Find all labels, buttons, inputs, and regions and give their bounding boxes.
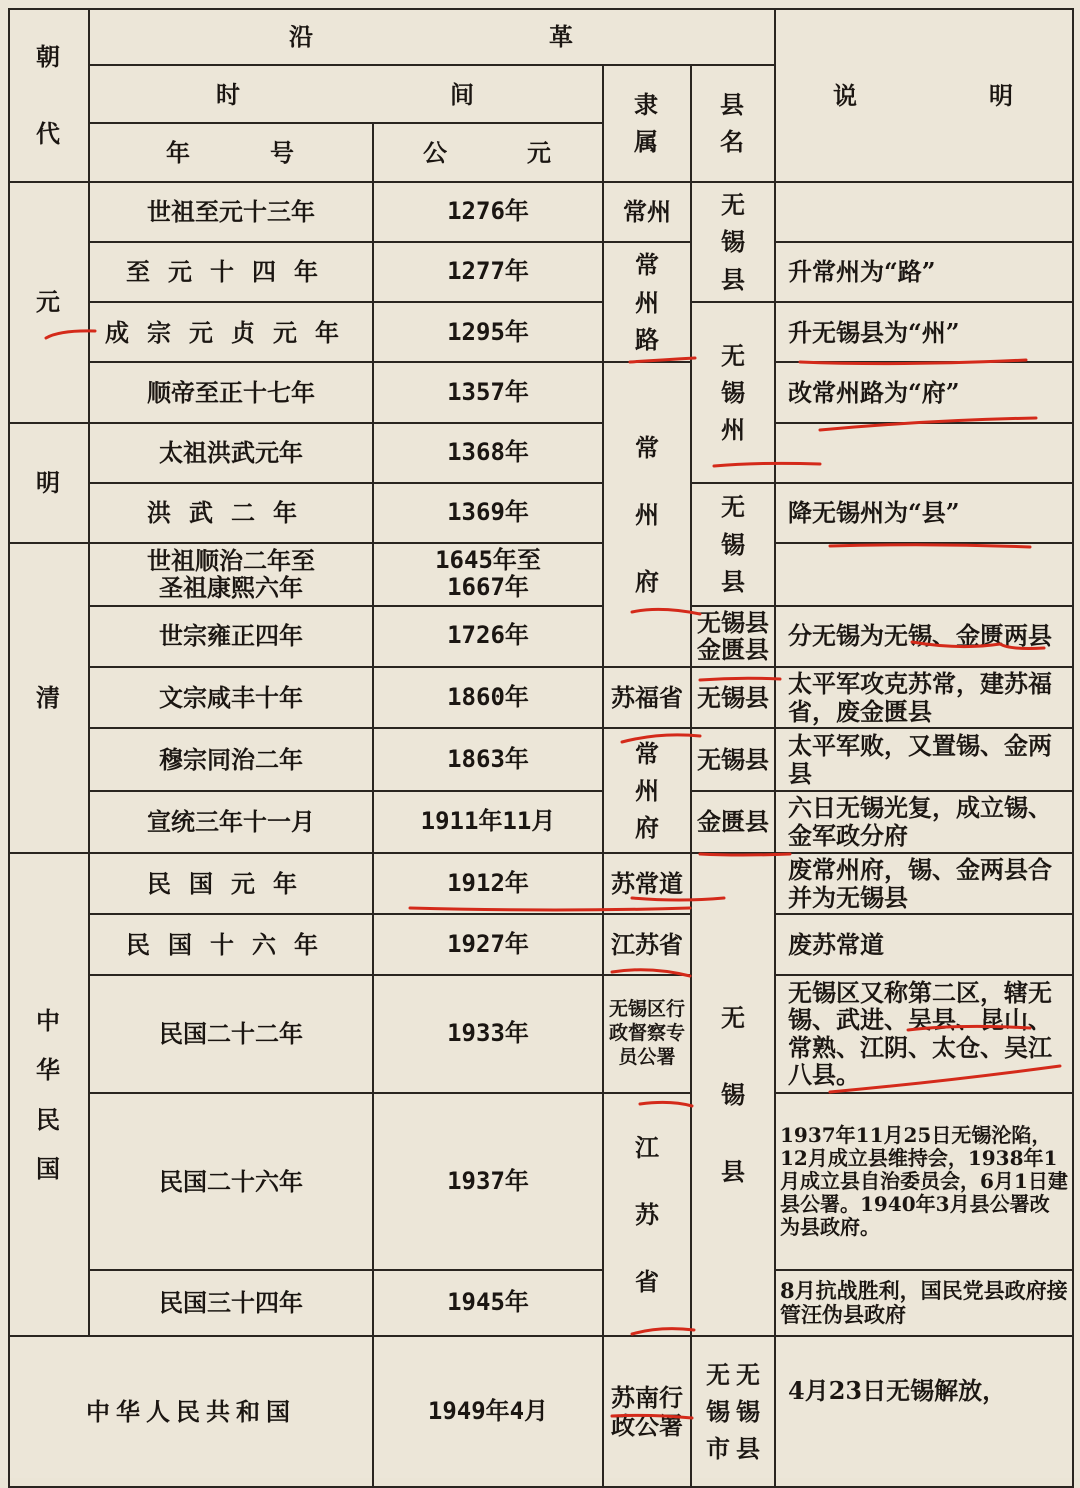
year-cell: 1357年 xyxy=(373,362,603,422)
header-ad: 公 元 xyxy=(373,123,603,181)
dynasty-yuan: 元 xyxy=(9,182,89,423)
dynasty-roc xyxy=(9,853,89,1336)
remark-cell: 太平军败，又置锡、金两县 xyxy=(775,728,1073,790)
affil-char: 常 xyxy=(635,738,659,768)
dynasty-ming: 明 xyxy=(9,423,89,544)
affil-char: 常 xyxy=(635,432,659,462)
remark-cell xyxy=(775,182,1073,242)
affiliation-changzhou-fu xyxy=(603,362,691,666)
reign-cell: 民国三十四年 xyxy=(89,1270,373,1336)
county-char: 锡 xyxy=(721,1079,745,1109)
dynasty-prc: 中华人民共和国 xyxy=(9,1336,373,1487)
affil-char: 常 xyxy=(623,197,647,227)
affiliation-suchang-dao: 苏常道 xyxy=(603,853,691,914)
header-affiliation-char: 属 xyxy=(634,127,660,157)
header-county-name xyxy=(691,65,775,182)
county-char: 市 xyxy=(706,1434,730,1464)
header-time: 时 间 xyxy=(89,65,603,123)
year-cell: 1368年 xyxy=(373,423,603,483)
county-char: 锡 xyxy=(721,529,745,559)
county-wuxi-shi-xian xyxy=(691,1336,775,1487)
roc-char: 中 xyxy=(36,1006,62,1036)
county-wuxi-xian-6 xyxy=(736,1356,760,1468)
reign-cell: 穆宗同治二年 xyxy=(89,728,373,790)
county-char: 无 xyxy=(721,340,745,370)
county-jinkui: 金匮县 xyxy=(691,791,775,853)
county-wuxi-xian-roc xyxy=(691,853,775,1336)
reign-cell: 文宗咸丰十年 xyxy=(89,667,373,728)
year-cell: 1645年至 1667年 xyxy=(373,543,603,605)
county-wuxi-shi xyxy=(706,1356,730,1468)
reign-cell: 民国二十六年 xyxy=(89,1093,373,1270)
affiliation-changzhou xyxy=(603,182,691,242)
dynasty-qing: 清 xyxy=(9,543,89,853)
reign-cell: 至元十四年 xyxy=(89,242,373,302)
reign-cell: 洪武二年 xyxy=(89,483,373,543)
year-cell: 1860年 xyxy=(373,667,603,728)
year-cell: 1911年11月 xyxy=(373,791,603,853)
county-char: 县 xyxy=(736,1434,760,1464)
affil-char: 州 xyxy=(635,776,659,806)
county-char: 州 xyxy=(721,415,745,445)
county-char: 锡 xyxy=(721,378,745,408)
header-remarks: 说 明 xyxy=(775,9,1073,182)
county-char: 县 xyxy=(721,1157,745,1187)
county-wuxi: 无锡县 xyxy=(691,667,775,728)
year-cell: 1949年4月 xyxy=(373,1336,603,1487)
year-cell: 1933年 xyxy=(373,975,603,1094)
county-char: 锡 xyxy=(721,227,745,257)
header-affiliation-char: 隶 xyxy=(634,90,660,120)
county-char: 锡 xyxy=(736,1397,760,1426)
header-evolution: 沿 革 xyxy=(89,9,775,65)
remark-cell: 8月抗战胜利，国民党县政府接管汪伪县政府 xyxy=(775,1270,1073,1336)
header-county-char: 县 xyxy=(720,90,746,120)
year-cell: 1277年 xyxy=(373,242,603,302)
remark-cell: 分无锡为无锡、金匮两县 xyxy=(775,606,1073,667)
affil-char: 路 xyxy=(635,324,659,354)
remark-cell: 改常州路为“府” xyxy=(775,362,1073,422)
county-char: 无 xyxy=(736,1359,760,1389)
year-cell: 1912年 xyxy=(373,853,603,914)
remark-cell: 太平军攻克苏常，建苏福省，废金匮县 xyxy=(775,667,1073,728)
remark-cell xyxy=(775,543,1073,605)
county-char: 无 xyxy=(721,190,745,220)
affil-char: 江 xyxy=(635,1132,659,1162)
affiliation-wuxi-district: 无锡区行政督察专员公署 xyxy=(603,975,691,1094)
year-cell: 1863年 xyxy=(373,728,603,790)
affiliation-jiangsu-sheng-2 xyxy=(603,1093,691,1336)
remark-cell: 六日无锡光复，成立锡、金军政分府 xyxy=(775,791,1073,853)
remark-cell xyxy=(775,423,1073,483)
county-char: 县 xyxy=(721,566,745,596)
county-char: 无 xyxy=(721,492,745,522)
affiliation-sufu-sheng: 苏福省 xyxy=(603,667,691,728)
header-dynasty-char: 代 xyxy=(36,119,62,149)
reign-cell: 世祖顺治二年至 圣祖康熙六年 xyxy=(89,543,373,605)
affil-char: 州 xyxy=(635,500,659,530)
roc-char: 民 xyxy=(36,1104,62,1134)
year-cell: 1927年 xyxy=(373,914,603,974)
county-char: 无 xyxy=(706,1359,730,1389)
affil-char: 苏 xyxy=(635,1200,659,1230)
remark-cell: 降无锡州为“县” xyxy=(775,483,1073,543)
remark-cell: 升常州为“路” xyxy=(775,242,1073,302)
county-char: 县 xyxy=(721,264,745,294)
affil-char: 府 xyxy=(635,813,659,843)
reign-cell: 民国十六年 xyxy=(89,914,373,974)
reign-cell: 宣统三年十一月 xyxy=(89,791,373,853)
affiliation-changzhou-lu xyxy=(603,242,691,363)
affiliation-changzhou-fu-2 xyxy=(603,728,691,853)
county-wuxi-xian-2 xyxy=(691,483,775,606)
affil-char: 州 xyxy=(647,197,671,227)
remark-cell: 4月23日无锡解放， xyxy=(775,1336,1073,1487)
roc-char: 国 xyxy=(36,1153,62,1183)
county-char: 无 xyxy=(721,1002,745,1032)
affil-char: 常 xyxy=(635,250,659,280)
year-cell: 1945年 xyxy=(373,1270,603,1336)
remark-cell: 废常州府，锡、金两县合并为无锡县 xyxy=(775,853,1073,914)
county-wuxi: 无锡县 xyxy=(691,728,775,790)
header-reign: 年 号 xyxy=(89,123,373,181)
affil-char: 府 xyxy=(635,567,659,597)
affiliation-sunan: 苏南行政公署 xyxy=(603,1336,691,1487)
reign-cell: 世宗雍正四年 xyxy=(89,606,373,667)
reign-cell: 顺帝至正十七年 xyxy=(89,362,373,422)
header-dynasty xyxy=(9,9,89,182)
remark-cell: 1937年11月25日无锡沦陷，12月成立县维持会，1938年1月成立县自治委员会，6月1日建县公署。1940年3月县公署改为县政府。 xyxy=(775,1093,1073,1270)
year-cell: 1937年 xyxy=(373,1093,603,1270)
reign-cell: 民国二十二年 xyxy=(89,975,373,1094)
county-wuxi-jinkui: 无锡县 金匮县 xyxy=(691,606,775,667)
year-cell: 1726年 xyxy=(373,606,603,667)
year-cell: 1369年 xyxy=(373,483,603,543)
reign-cell: 太祖洪武元年 xyxy=(89,423,373,483)
administrative-evolution-table xyxy=(8,8,1074,1488)
county-char: 锡 xyxy=(706,1397,730,1426)
roc-char: 华 xyxy=(36,1055,62,1085)
remark-cell: 升无锡县为“州” xyxy=(775,302,1073,362)
affiliation-jiangsu-sheng: 江苏省 xyxy=(603,914,691,974)
reign-cell: 成宗元贞元年 xyxy=(89,302,373,362)
header-county-char: 名 xyxy=(720,127,746,157)
county-wuxi-xian xyxy=(691,182,775,303)
county-wuxi-zhou xyxy=(691,302,775,483)
affil-char: 省 xyxy=(635,1267,659,1297)
header-affiliation xyxy=(603,65,691,182)
remark-cell: 无锡区又称第二区，辖无锡、武进、吴县、昆山、常熟、江阴、太仓、吴江八县。 xyxy=(775,975,1073,1094)
affil-char: 州 xyxy=(635,287,659,317)
year-cell: 1276年 xyxy=(373,182,603,242)
remark-cell: 废苏常道 xyxy=(775,914,1073,974)
year-cell: 1295年 xyxy=(373,302,603,362)
reign-cell: 民国元年 xyxy=(89,853,373,914)
header-dynasty-char: 朝 xyxy=(36,42,62,72)
reign-cell: 世祖至元十三年 xyxy=(89,182,373,242)
